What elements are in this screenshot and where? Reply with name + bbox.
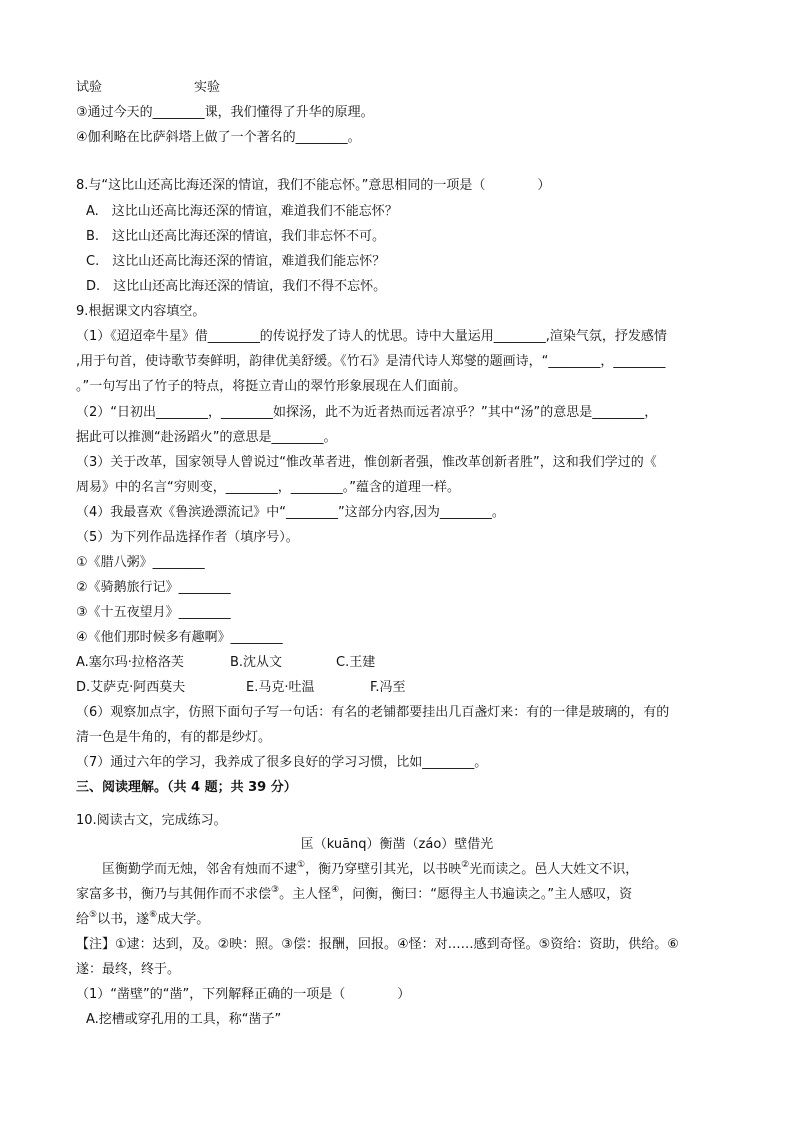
question-9-part1-line2: ,用于句首，使诗歌节奏鲜明，韵律优美舒缓。《竹石》是清代诗人郑燮的题画诗，“________，________ <box>76 354 666 369</box>
footnote-marker: ⑥ <box>149 910 158 920</box>
author-option-e: E.马克·吐温 <box>246 680 315 695</box>
fill-item-3: ③通过今天的________课，我们懂得了升华的原理。 <box>76 105 374 120</box>
notes-line-1: 【注】①逮：达到，及。②映：照。③偿：报酬，回报。④怪：对……感到奇怪。⑤资给：资助，供给。⑥ <box>76 937 679 952</box>
work-item-1: ①《腊八粥》________ <box>76 555 205 570</box>
notes-line-2: 遂：最终，终于。 <box>76 962 181 977</box>
passage-text: 匡衡勤学而无烛，邻舍有烛而不逮 <box>76 862 298 877</box>
question-8-option-a: A. 这比山还高比海还深的情谊，难道我们不能忘怀？ <box>86 204 398 219</box>
question-8-option-d: D. 这比山还高比海还深的情谊，我们不得不忘怀。 <box>86 279 387 294</box>
passage-line-2 <box>76 886 632 904</box>
option-word-shiyan-test: 试验 <box>76 80 103 95</box>
passage-text: 给 <box>76 912 90 927</box>
question-9-part2-line2: 据此可以推测“赴汤蹈火”的意思是________。 <box>76 430 337 445</box>
footnote-marker: ① <box>297 860 306 870</box>
passage-line-3 <box>76 911 209 929</box>
passage-line-1 <box>76 861 638 879</box>
author-option-b: B.沈从文 <box>230 655 283 670</box>
question-9-part3-line2: 周易》中的名言“穷则变，________，________。”蕴含的道理一样。 <box>76 480 460 495</box>
work-item-2: ②《骑鹅旅行记》________ <box>76 580 231 595</box>
footnote-marker: ⑤ <box>89 910 98 920</box>
work-item-4: ④《他们那时候多有趣啊》________ <box>76 630 283 645</box>
question-9-part7: （7）通过六年的学习，我养成了很多良好的学习习惯，比如________。 <box>76 755 488 770</box>
question-9-part1-line3: 。”一句写出了竹子的特点，将挺立青山的翠竹形象展现在人们面前。 <box>76 379 467 394</box>
work-item-3: ③《十五夜望月》________ <box>76 605 231 620</box>
footnote-marker: ③ <box>271 885 280 895</box>
author-option-f: F.冯至 <box>370 680 406 695</box>
author-option-a: A.塞尔玛·拉格洛芙 <box>76 655 184 670</box>
question-8-option-b: B. 这比山还高比海还深的情谊，我们非忘怀不可。 <box>86 229 386 244</box>
question-9-part4: （4）我最喜欢《鲁滨逊漂流记》中“________”这部分内容,因为________。 <box>76 505 505 520</box>
fill-item-4: ④伽利略在比萨斜塔上做了一个著名的________。 <box>76 130 361 145</box>
passage-title: 匡（kuānq）衡凿（záo）壁借光 <box>300 837 494 852</box>
passage-text: ，衡乃穿壁引其光，以书映 <box>305 862 462 877</box>
question-8-stem: 8.与“这比山还高比海还深的情谊，我们不能忘怀。”意思相同的一项是（ ） <box>76 178 551 193</box>
passage-text: 家富多书，衡乃与其佣作而不求偿 <box>76 887 272 902</box>
question-9-part5: （5）为下列作品选择作者（填序号）。 <box>76 530 299 545</box>
question-10-sub1-option-a: A.挖槽或穿孔用的工具，称“凿子” <box>86 1012 282 1027</box>
section-3-heading: 三、阅读理解。（共 4 题；共 39 分） <box>76 780 297 795</box>
question-9-part2-line1: （2）“日初出________，________如探汤，此不为近者热而远者凉乎？”其中“汤”的意思是________， <box>76 405 658 420</box>
passage-text: 以书，遂 <box>97 912 150 927</box>
question-10-stem: 10.阅读古文，完成练习。 <box>76 813 227 828</box>
author-option-d: D.艾萨克·阿西莫夫 <box>76 680 186 695</box>
question-9-part3-line1: （3）关于改革，国家领导人曾说过“惟改革者进，惟创新者强，惟改革创新者胜”，这和我们学过的《 <box>76 455 657 470</box>
question-9-part6-line1: （6）观察加点字，仿照下面句子写一句话：有名的老铺都要挂出几百盏灯来：有的一律是玻璃的，有的 <box>76 705 670 720</box>
passage-text: 光而读之。邑人大姓文不识， <box>469 862 639 877</box>
passage-text: 成大学。 <box>157 912 210 927</box>
passage-text: 。主人怪 <box>279 887 332 902</box>
passage-text: ，问衡，衡曰：“愿得主人书遍读之。”主人感叹，资 <box>339 887 633 902</box>
footnote-marker: ④ <box>331 885 340 895</box>
question-9-part6-line2: 清一色是牛角的，有的都是纱灯。 <box>76 730 272 745</box>
question-9-stem: 9.根据课文内容填空。 <box>76 304 206 319</box>
author-option-c: C.王建 <box>336 655 376 670</box>
footnote-marker: ② <box>461 860 470 870</box>
option-word-shiyan-experiment: 实验 <box>194 80 221 95</box>
question-10-sub1-stem: （1）“凿壁”的“凿”，下列解释正确的一项是（ ） <box>76 987 411 1002</box>
question-8-option-c: C. 这比山还高比海还深的情谊，难道我们能忘怀？ <box>86 254 386 269</box>
question-9-part1-line1: （1）《迢迢牵牛星》借________的传说抒发了诗人的忧思。诗中大量运用________,渲染气氛，抒发感情 <box>76 329 667 344</box>
